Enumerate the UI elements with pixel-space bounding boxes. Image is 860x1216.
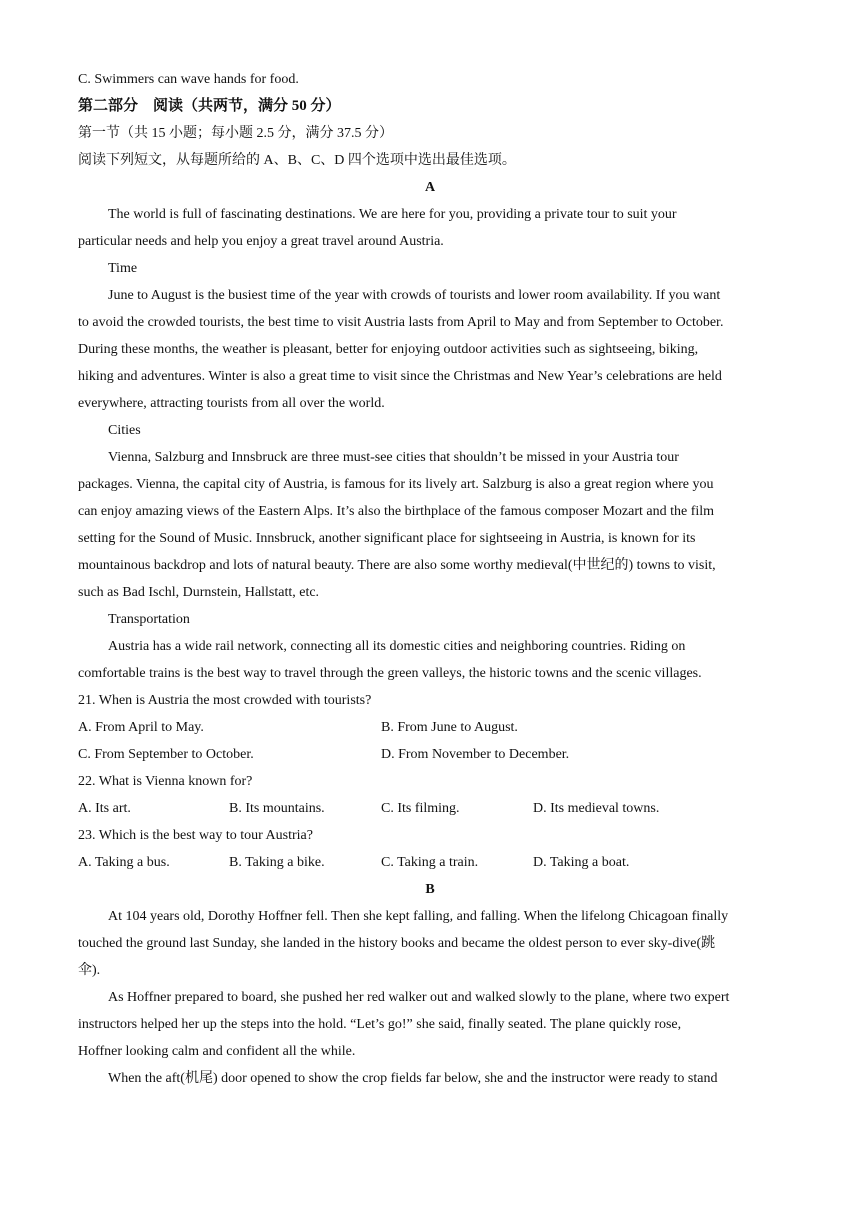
passage-a-line: Austria has a wide rail network, connecting all its domestic cities and neighboring countries. Riding on	[108, 639, 686, 654]
section-title: 第一节（共 15 小题；每小题 2.5 分，满分 37.5 分）	[78, 126, 393, 141]
heading-cities: Cities	[108, 423, 141, 438]
question-23-option-b: B. Taking a bike.	[229, 855, 325, 870]
passage-a-line: Vienna, Salzburg and Innsbruck are three must-see cities that shouldn’t be missed in your Austria tour	[108, 450, 679, 465]
question-21-option-b: B. From June to August.	[381, 720, 518, 735]
passage-a-line: particular needs and help you enjoy a great travel around Austria.	[78, 234, 444, 249]
part-title: 第二部分 阅读（共两节，满分 50 分）	[78, 98, 341, 114]
question-23-option-c: C. Taking a train.	[381, 855, 479, 870]
passage-a-line: During these months, the weather is pleasant, better for enjoying outdoor activities such as sightseeing, biking,	[78, 342, 699, 357]
question-22-option-c: C. Its filming.	[381, 801, 460, 816]
passage-b-line: instructors helped her up the steps into the hold. “Let’s go!” she said, finally seated. The plane quickly rose,	[78, 1017, 682, 1032]
passage-a-line: setting for the Sound of Music. Innsbruck, another significant place for sightseeing in Austria, is known for its	[78, 531, 696, 546]
passage-b-line: At 104 years old, Dorothy Hoffner fell. Then she kept falling, and falling. When the lifelong Chicagoan finally	[108, 909, 729, 924]
question-22-option-a: A. Its art.	[78, 801, 131, 816]
question-23-option-d: D. Taking a boat.	[533, 855, 630, 870]
question-21-option-d: D. From November to December.	[381, 747, 570, 762]
heading-time: Time	[108, 261, 138, 276]
passage-a-line: The world is full of fascinating destinations. We are here for you, providing a private tour to suit your	[108, 207, 677, 222]
passage-a-line: everywhere, attracting tourists from all over the world.	[78, 396, 385, 411]
question-23-stem: 23. Which is the best way to tour Austria?	[78, 828, 313, 843]
passage-b-line: touched the ground last Sunday, she landed in the history books and became the oldest person to ever sky-dive(跳	[78, 936, 716, 951]
passage-a-line: mountainous backdrop and lots of natural beauty. There are also some worthy medieval(中世纪的) towns to visit,	[78, 558, 716, 573]
passage-a-label: A	[424, 180, 436, 195]
previous-option-c: C. Swimmers can wave hands for food.	[78, 72, 299, 87]
passage-b-line: 伞).	[78, 963, 101, 978]
question-23-option-a: A. Taking a bus.	[78, 855, 170, 870]
passage-a-line: such as Bad Ischl, Durnstein, Hallstatt, etc.	[78, 585, 320, 600]
instructions: 阅读下列短文，从每题所给的 A、B、C、D 四个选项中选出最佳选项。	[78, 153, 516, 168]
passage-a-line: packages. Vienna, the capital city of Austria, is famous for its lively art. Salzburg is also a great region where you	[78, 477, 714, 492]
question-22-option-b: B. Its mountains.	[229, 801, 325, 816]
passage-a-line: hiking and adventures. Winter is also a great time to visit since the Christmas and New Year’s celebrations are held	[78, 369, 722, 384]
passage-b-line: As Hoffner prepared to board, she pushed her red walker out and walked slowly to the plane, where two expert	[108, 990, 730, 1005]
heading-transportation: Transportation	[108, 612, 190, 627]
passage-a-line: to avoid the crowded tourists, the best time to visit Austria lasts from April to May and from September to October.	[78, 315, 724, 330]
question-22-option-d: D. Its medieval towns.	[533, 801, 660, 816]
passage-b-line: When the aft(机尾) door opened to show the crop fields far below, she and the instructor were ready to stand	[108, 1071, 718, 1086]
question-21-stem: 21. When is Austria the most crowded with tourists?	[78, 693, 372, 708]
passage-b-line: Hoffner looking calm and confident all the while.	[78, 1044, 356, 1059]
passage-a-line: June to August is the busiest time of the year with crowds of tourists and lower room availability. If you want	[108, 288, 721, 303]
question-21-option-c: C. From September to October.	[78, 747, 254, 762]
passage-a-line: can enjoy amazing views of the Eastern Alps. It’s also the birthplace of the famous composer Mozart and the film	[78, 504, 715, 519]
passage-a-line: comfortable trains is the best way to travel through the green valleys, the historic towns and the scenic villages.	[78, 666, 702, 681]
question-21-option-a: A. From April to May.	[78, 720, 204, 735]
question-22-stem: 22. What is Vienna known for?	[78, 774, 253, 789]
passage-b-label: B	[425, 882, 435, 897]
